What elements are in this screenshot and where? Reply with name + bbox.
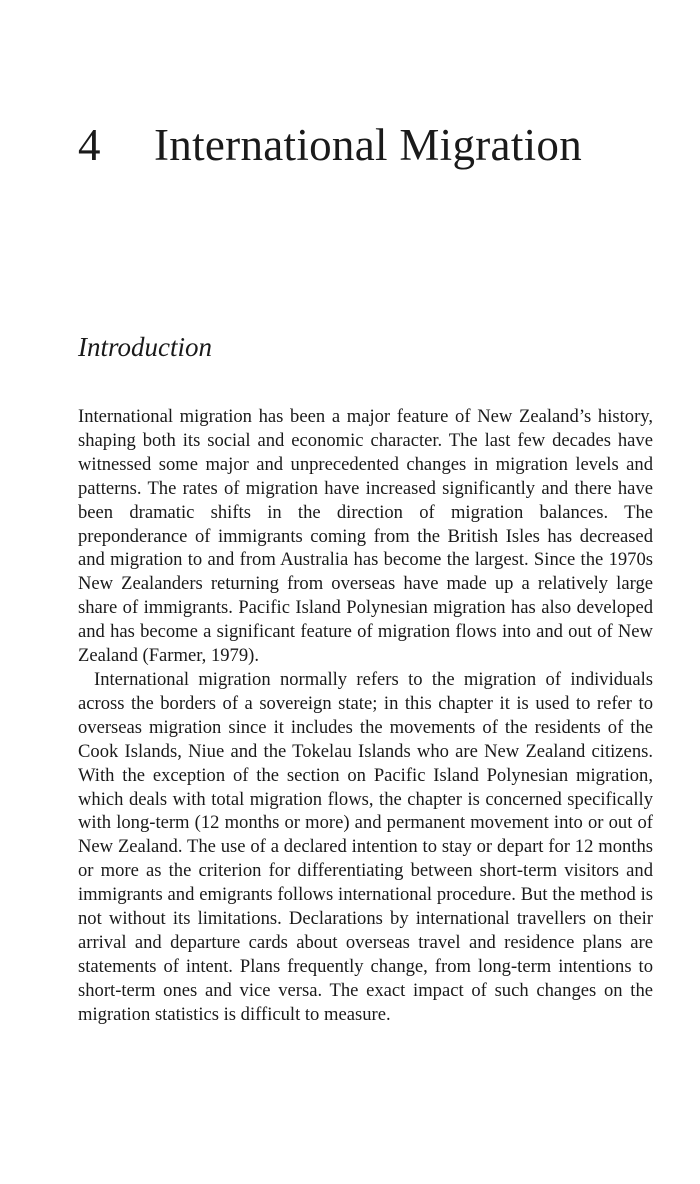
paragraph-introduction: International migration has been a major feature of New Zealand’s history, shaping both its social and economic character. The last few decades have witnessed some major and unprecedented changes in migration levels and patterns. The rates of migration have increased significantly and there have been dramatic shifts in the direction of migration balances. The preponderance of immigrants coming from the British Isles has decreased and migration to and from Australia has become the largest. Since the 1970s New Zealanders returning from overseas have made up a relatively large share of immigrants. Pacific Island Polynesian migration has also developed and has become a significant feature of migration flows into and out of New Zealand (Farmer, 1979). [78,406,653,667]
chapter-heading [78,117,582,173]
body-text [78,405,653,1027]
chapter-title: International Migration [154,120,583,170]
section-heading: Introduction [78,332,212,362]
paragraph-definition: International migration normally refers to the migration of individuals across the borders of a sovereign state; in this chapter it is used to refer to overseas migration since it includes the movements of the residents of the Cook Islands, Niue and the Tokelau Islands who are New Zealand citizens. With the exception of the section on Pacific Island Polynesian migration, which deals with total migration flows, the chapter is concerned specifically with long-term (12 months or more) and permanent movement into or out of New Zealand. The use of a declared intention to stay or depart for 12 months or more as the criterion for differentiating between short-term visitors and immigrants and emigrants follows international procedure. But the method is not without its limitations. Declarations by international travellers on their arrival and departure cards about overseas travel and residence plans are statements of intent. Plans frequently change, from long-term intentions to short-term ones and vice versa. The exact impact of such changes on the migration statistics is difficult to measure. [78,668,653,1025]
chapter-number: 4 [78,120,101,170]
